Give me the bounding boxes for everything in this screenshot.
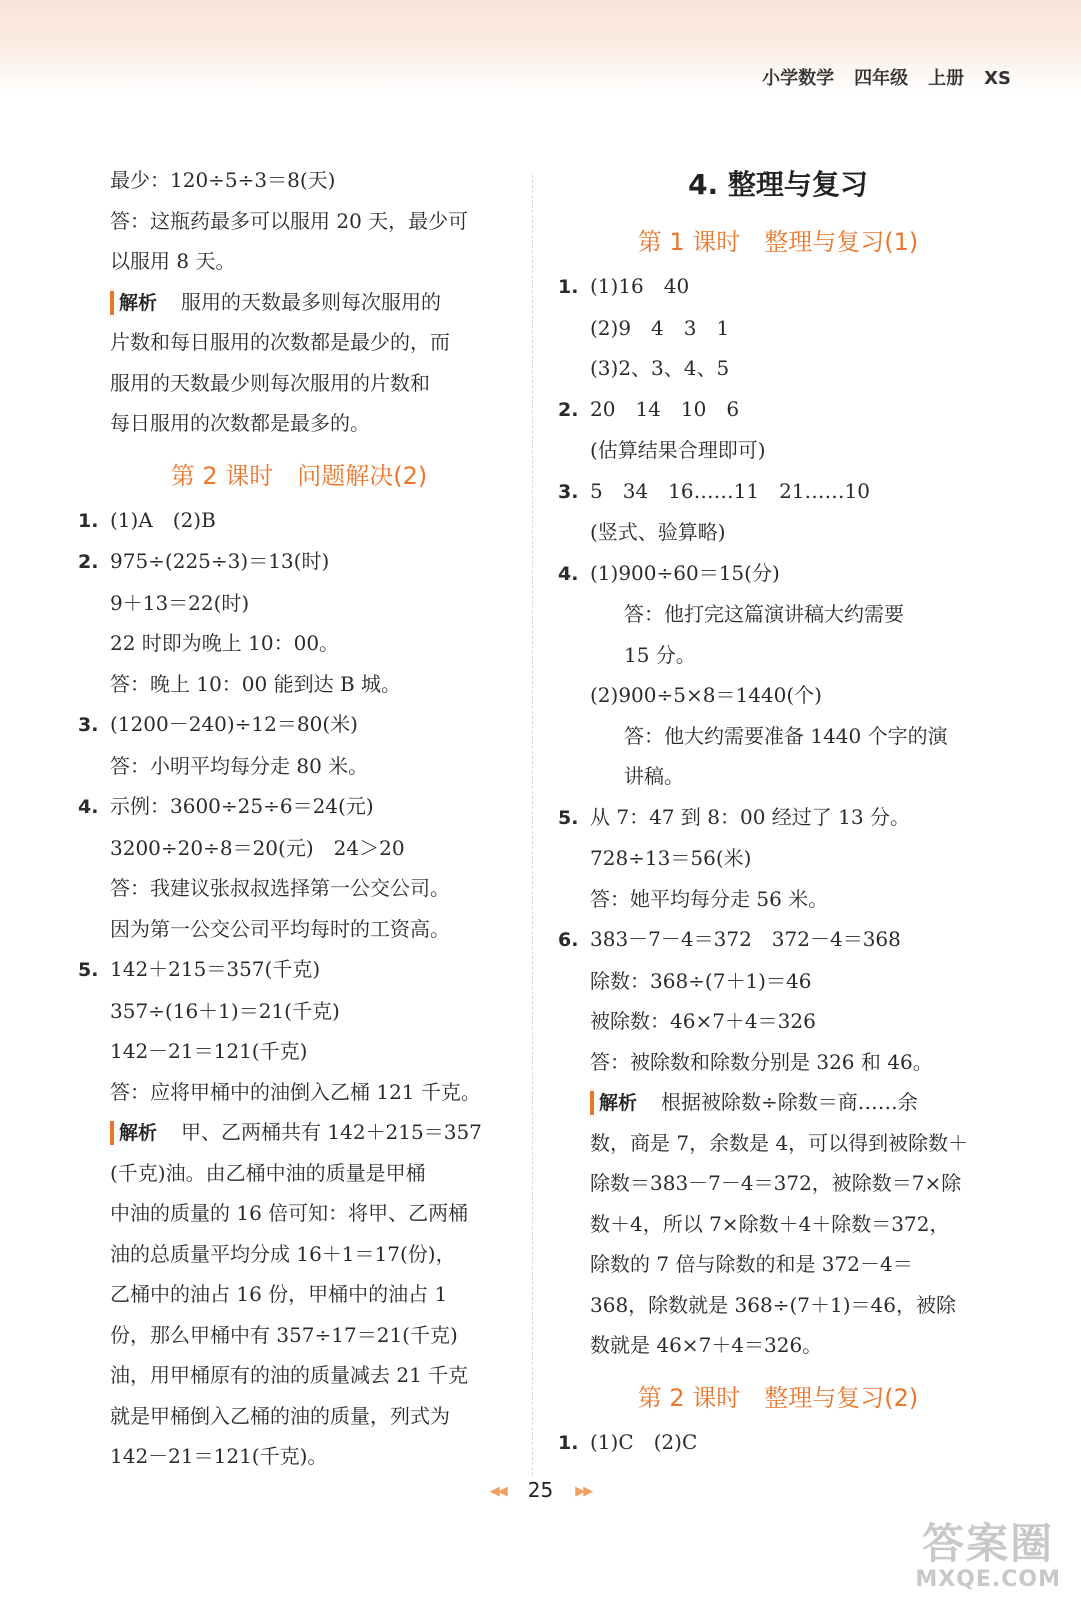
analysis-block — [558, 1082, 998, 1366]
analysis-text: 除数＝383－7－4＝372，被除数＝7×除 — [590, 1171, 962, 1195]
answer-line: 357÷(16＋1)＝21(千克) — [110, 998, 340, 1023]
answer-line: 答：他打完这篇演讲稿大约需要 — [624, 602, 904, 626]
analysis-text: (千克)油。由乙桶中油的质量是甲桶 — [110, 1160, 426, 1185]
analysis-text: 服用的天数最多则每次服用的 — [181, 289, 442, 314]
left-arrows-icon: ◀◀ — [489, 1484, 506, 1499]
question-number: 5. — [78, 959, 99, 981]
answer-line: 答：小明平均每分走 80 米。 — [110, 753, 369, 778]
volume-label: 上册 — [928, 68, 965, 89]
analysis-text: 中油的质量的 16 倍可知：将甲、乙两桶 — [110, 1201, 469, 1225]
answer-line: 答：我建议张叔叔选择第一公交公司。 — [110, 876, 450, 900]
analysis-text: 乙桶中的油占 16 份，甲桶中的油占 1 — [110, 1282, 448, 1306]
analysis-text: 数，商是 7，余数是 4，可以得到被除数＋ — [590, 1130, 969, 1155]
answer-line: 15 分。 — [624, 642, 696, 667]
answer-line: (2)900÷5×8＝1440(个) — [590, 683, 822, 707]
answer-line: (1)A (2)B — [110, 507, 216, 532]
answer-line: (1)900÷60＝15(分) — [590, 560, 780, 585]
answer-line: 除数：368÷(7＋1)＝46 — [590, 968, 812, 993]
answer-line: 5 34 16……11 21……10 — [590, 478, 870, 503]
left-column — [78, 160, 520, 1477]
analysis-text: 油，用甲桶原有的油的质量减去 21 千克 — [110, 1363, 469, 1387]
analysis-tag: 解析 — [110, 1121, 157, 1145]
answer-line: (竖式、验算略) — [590, 520, 726, 544]
analysis-tag: 解析 — [110, 291, 157, 315]
edition-label: XS — [984, 68, 1011, 89]
answer-line: (1)16 40 — [590, 274, 690, 298]
analysis-text: 片数和每日服用的次数都是最少的，而 — [110, 330, 450, 354]
watermark-logo — [915, 1521, 1061, 1592]
section-title: 第 2 课时 整理与复习(2) — [637, 1383, 919, 1412]
answer-line: 22 时即为晚上 10：00。 — [110, 631, 340, 655]
answer-line: 从 7：47 到 8：00 经过了 13 分。 — [590, 804, 910, 829]
question-number: 1. — [558, 1431, 579, 1454]
right-arrows-icon: ▶▶ — [575, 1484, 592, 1499]
answer-line: 答：他大约需要准备 1440 个字的演 — [624, 723, 948, 748]
answer-line: (2)9 4 3 1 — [590, 315, 730, 340]
answer-line: 讲稿。 — [624, 764, 684, 788]
question-number: 1. — [78, 509, 99, 532]
question-number: 3. — [78, 714, 99, 736]
analysis-text: 每日服用的次数都是最多的。 — [110, 411, 370, 435]
answer-line: 9＋13＝22(时) — [110, 590, 250, 615]
answer-line: 因为第一公交公司平均每时的工资高。 — [110, 916, 450, 941]
answer-line: (3)2、3、4、5 — [590, 356, 730, 380]
answer-line: (1200－240)÷12＝80(米) — [110, 712, 358, 736]
question-number: 5. — [558, 806, 579, 829]
analysis-text: 服用的天数最少则每次服用的片数和 — [110, 370, 430, 395]
question-number: 3. — [558, 480, 579, 503]
question-number: 4. — [558, 562, 579, 585]
answer-line: 答：这瓶药最多可以服用 20 天，最少可 — [110, 208, 469, 233]
analysis-text: 142－21＝121(千克)。 — [110, 1444, 328, 1468]
answer-line: 以服用 8 天。 — [110, 249, 236, 273]
analysis-text: 368，除数就是 368÷(7＋1)＝46，被除 — [590, 1292, 956, 1317]
chapter-title: 4. 整理与复习 — [688, 168, 868, 201]
question-number: 4. — [78, 796, 99, 818]
answer-line: 答：被除数和除数分别是 326 和 46。 — [590, 1049, 933, 1074]
column-divider — [532, 175, 533, 1475]
analysis-text: 就是甲桶倒入乙桶的油的质量，列式为 — [110, 1403, 450, 1428]
watermark-url: MXQE.COM — [915, 1567, 1061, 1592]
answer-line: 975÷(225÷3)＝13(时) — [110, 549, 330, 573]
answer-line: 142＋215＝357(千克) — [110, 957, 321, 981]
question-number: 1. — [558, 276, 579, 298]
section-title: 第 2 课时 问题解决(2) — [170, 461, 428, 490]
analysis-text: 甲、乙两桶共有 142＋215＝357 — [181, 1120, 482, 1144]
analysis-text: 油的总质量平均分成 16＋1＝17(份)， — [110, 1241, 456, 1266]
question-number: 6. — [558, 929, 579, 951]
book-info — [742, 64, 1011, 90]
analysis-tag: 解析 — [590, 1091, 637, 1115]
answer-line: 20 14 10 6 — [590, 396, 740, 421]
answer-line: 最少：120÷5÷3＝8(天) — [110, 168, 336, 192]
section-title: 第 1 课时 整理与复习(1) — [637, 228, 919, 256]
answer-line: 示例：3600÷25÷6＝24(元) — [110, 794, 374, 818]
answer-line: 142－21＝121(千克) — [110, 1039, 308, 1063]
answer-line: (1)C (2)C — [590, 1429, 698, 1454]
right-column — [558, 160, 998, 1463]
analysis-text: 数＋4，所以 7×除数＋4＋除数＝372， — [590, 1211, 950, 1236]
page-footer — [0, 1478, 1081, 1502]
subject-label: 小学数学 — [762, 68, 835, 89]
answer-line: 答：晚上 10：00 能到达 B 城。 — [110, 671, 402, 696]
answer-line: 383－7－4＝372 372－4＝368 — [590, 927, 901, 951]
grade-label: 四年级 — [854, 68, 909, 89]
analysis-block — [78, 282, 520, 444]
watermark-title: 答案圈 — [922, 1519, 1055, 1568]
page-number: 25 — [527, 1478, 554, 1502]
analysis-text: 除数的 7 倍与除数的和是 372－4＝ — [590, 1252, 913, 1276]
analysis-text: 根据被除数÷除数＝商……余 — [661, 1090, 918, 1114]
answer-line: 答：应将甲桶中的油倒入乙桶 121 千克。 — [110, 1079, 481, 1104]
analysis-block — [78, 1112, 520, 1477]
answer-line: 被除数：46×7＋4＝326 — [590, 1009, 816, 1033]
question-number: 2. — [78, 551, 99, 573]
answer-line: 3200÷20÷8＝20(元) 24＞20 — [110, 835, 405, 860]
answer-line: 答：她平均每分走 56 米。 — [590, 886, 829, 911]
answer-line: (估算结果合理即可) — [590, 438, 766, 462]
question-number: 2. — [558, 398, 579, 421]
analysis-text: 数就是 46×7＋4＝326。 — [590, 1333, 823, 1357]
analysis-text: 份，那么甲桶中有 357÷17＝21(千克) — [110, 1322, 458, 1347]
answer-line: 728÷13＝56(米) — [590, 846, 752, 870]
